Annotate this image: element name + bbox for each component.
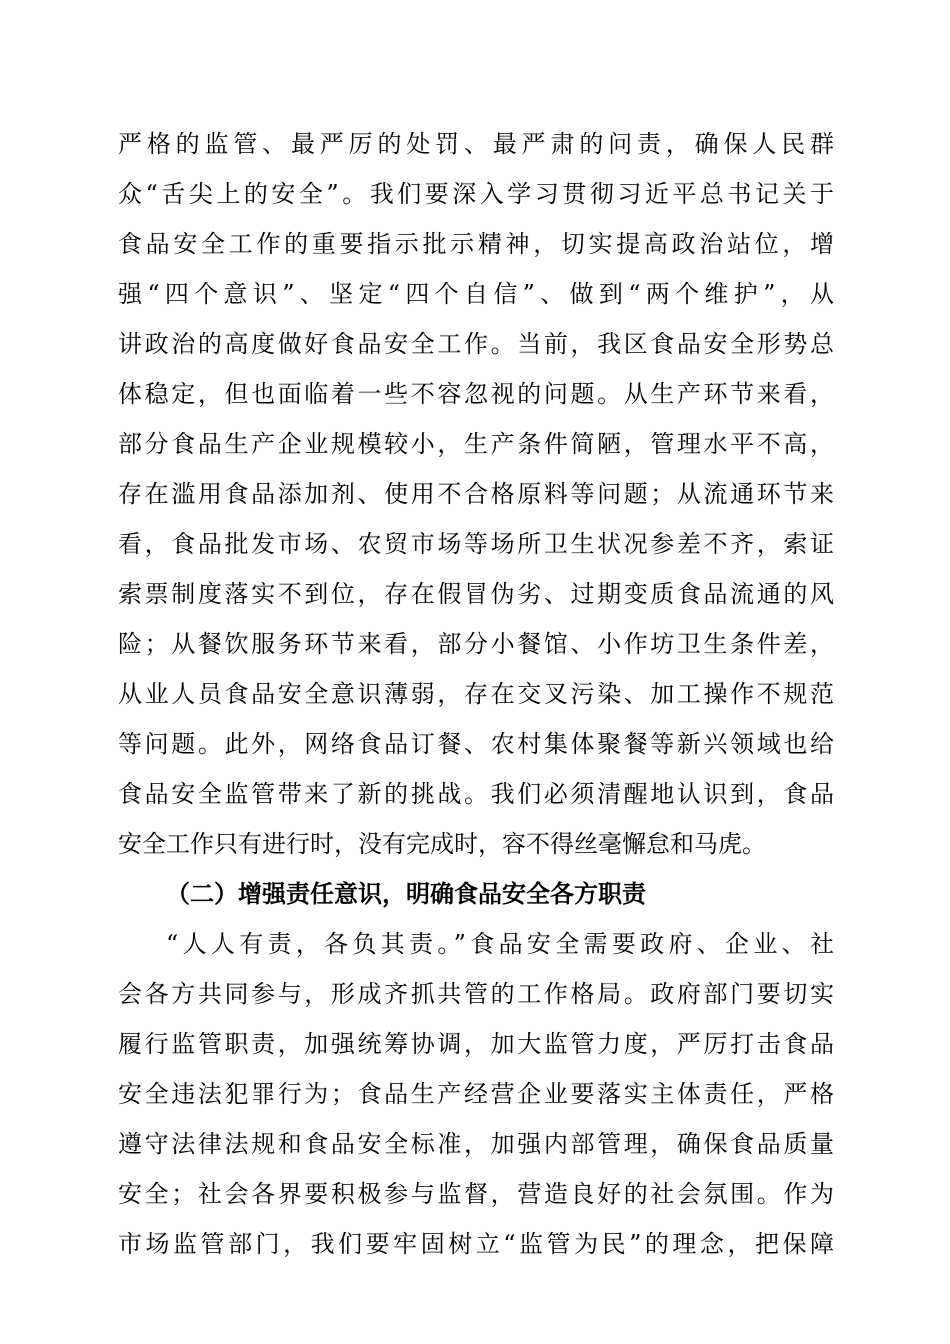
text-line: 安全；社会各界要积极参与监督，营造良好的社会氛围。作为 bbox=[118, 1180, 834, 1208]
text-line: 看，食品批发市场、农贸市场等场所卫生状况参差不齐，索证 bbox=[118, 530, 834, 558]
text-line: 食品安全监管带来了新的挑战。我们必须清醒地认识到，食品 bbox=[118, 780, 834, 808]
text-line: 索票制度落实不到位，存在假冒伪劣、过期变质食品流通的风 bbox=[118, 580, 834, 608]
text-line: 市场监管部门，我们要牢固树立“监管为民”的理念，把保障 bbox=[118, 1230, 834, 1258]
text-line: 众“舌尖上的安全”。我们要深入学习贯彻习近平总书记关于 bbox=[118, 180, 834, 208]
text-line: 强“四个意识”、坚定“四个自信”、做到“两个维护”，从 bbox=[118, 280, 834, 308]
text-line: 部分食品生产企业规模较小，生产条件简陋，管理水平不高， bbox=[118, 430, 834, 458]
paragraph-responsibilities bbox=[118, 919, 834, 1269]
text-line: 食品安全工作的重要指示批示精神，切实提高政治站位，增 bbox=[118, 230, 834, 258]
text-line: 险；从餐饮服务环节来看，部分小餐馆、小作坊卫生条件差， bbox=[118, 630, 834, 658]
text-line: 安全工作只有进行时，没有完成时，容不得丝毫懈怠和马虎。 bbox=[118, 830, 766, 858]
text-line: 遵守法律法规和食品安全标准，加强内部管理，确保食品质量 bbox=[118, 1130, 834, 1158]
text-line: 体稳定，但也面临着一些不容忽视的问题。从生产环节来看， bbox=[118, 380, 834, 408]
text-line: “人人有责，各负其责。”食品安全需要政府、企业、社 bbox=[166, 930, 834, 958]
text-line: 讲政治的高度做好食品安全工作。当前，我区食品安全形势总 bbox=[118, 330, 834, 358]
text-line: 会各方共同参与，形成齐抓共管的工作格局。政府部门要切实 bbox=[118, 980, 834, 1008]
document-body bbox=[118, 119, 834, 1269]
paragraph-food-safety-situation bbox=[118, 119, 834, 869]
text-line: 从业人员食品安全意识薄弱，存在交叉污染、加工操作不规范 bbox=[118, 680, 834, 708]
text-line: 等问题。此外，网络食品订餐、农村集体聚餐等新兴领域也给 bbox=[118, 730, 834, 758]
text-line: 安全违法犯罪行为；食品生产经营企业要落实主体责任，严格 bbox=[118, 1080, 834, 1108]
text-line: 严格的监管、最严厉的处罚、最严肃的问责，确保人民群 bbox=[118, 130, 834, 158]
section-heading: （二）增强责任意识，明确食品安全各方职责 bbox=[166, 879, 646, 908]
text-line: 存在滥用食品添加剂、使用不合格原料等问题；从流通环节来 bbox=[118, 480, 834, 508]
text-line: 履行监管职责，加强统筹协调，加大监管力度，严厉打击食品 bbox=[118, 1030, 834, 1058]
